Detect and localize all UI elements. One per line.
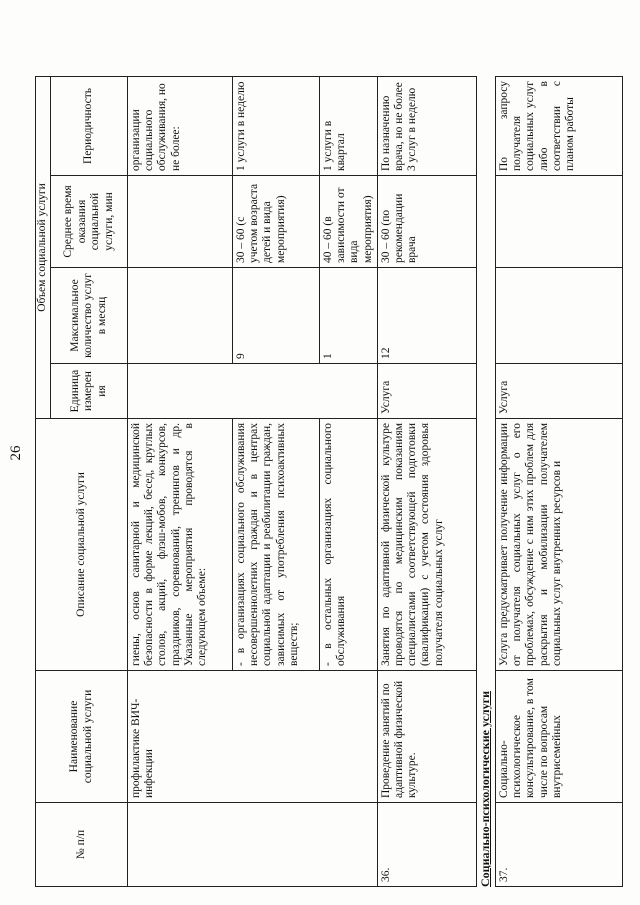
cell-desc-37: Услуга предусматривает получение информации от получателя социальных услуг о его проблемах, обсуждение с ним этих проблем для раскрытия и мобилизации получателем социальных услуг внутренних ресурсов и	[496, 419, 623, 671]
header-max: Максимальное количество услуг в месяц	[51, 268, 128, 364]
header-unit: Единица измерения	[51, 364, 128, 419]
cell-num-cont	[128, 803, 378, 887]
cell-num-37: 37.	[496, 803, 623, 887]
cell-max-cont-c: 1	[320, 268, 378, 364]
cell-period-cont-b: 1 услуги в неделю	[233, 76, 320, 175]
cell-desc-cont-a: гиены, основ санитарной и медицинской безопасности в форме лекций, бесед, круглых столов, акций, флэш-мобов, конкурсов, праздников, соревнований, тренингов и др. Указанные мероприятия проводятся в следующем объеме:	[128, 419, 233, 671]
header-volume-group: Объем социальной услуги	[36, 76, 51, 418]
cell-max-36: 12	[377, 268, 476, 364]
cell-name-cont: профилактике ВИЧ-инфекции	[128, 671, 378, 803]
cell-period-cont-a: организации социального обслуживания, но не более:	[128, 76, 233, 175]
cell-period-36: По назначению врача, но не более 3 услуг в неделю	[377, 76, 476, 175]
header-time: Среднее время оказания социальной услуги, мин	[51, 176, 128, 268]
cell-time-37	[496, 176, 623, 268]
cell-unit-36: Услуга	[377, 364, 476, 419]
cell-period-37: По запросу получателя социальных услуг либо в соответствии с планом работы	[496, 77, 623, 176]
header-name: Наименование социальной услуги	[36, 671, 128, 803]
table-row-continued-a	[128, 76, 233, 886]
cell-time-cont-c: 40 – 60 (в зависимости от вида мероприятия)	[320, 176, 378, 268]
cell-max-cont-a	[128, 268, 233, 364]
cell-time-cont-a	[128, 176, 233, 268]
cell-unit-37: Услуга	[496, 364, 623, 419]
cell-max-37	[496, 268, 623, 364]
cell-name-36: Проведение занятий по адаптивной физической культуре.	[377, 671, 476, 803]
cell-desc-36: Занятия по адаптивной физической культуре проводятся по медицинским показаниям специалистами соответствующей подготовки (квалификации) с учетом состояния здоровья получателя социальных услуг	[377, 419, 476, 671]
cell-desc-cont-c: - в остальных организациях социального обслуживания	[320, 419, 378, 671]
cell-unit-cont	[128, 364, 378, 419]
cell-max-cont-b: 9	[233, 268, 320, 364]
services-table	[35, 76, 477, 887]
cell-name-37: Социально-психологическое консультирование, в том числе по вопросам внутрисемейных	[496, 671, 623, 803]
header-period: Периодичность	[51, 76, 128, 175]
cell-num-36: 36.	[377, 803, 476, 887]
cell-period-cont-c: 1 услуги в квартал	[320, 76, 378, 175]
page-number: 26	[8, 445, 24, 461]
header-num: № п/п	[36, 803, 128, 887]
cell-time-cont-b: 30 – 60 (с учетом возраста детей и вида мероприятия)	[233, 176, 320, 268]
header-desc: Описание социальной услуги	[36, 419, 128, 671]
services-table-continued	[495, 76, 623, 887]
cell-desc-cont-b: - в организациях социального обслуживания несовершеннолетних граждан и в центрах социальной адаптации и реабилитации граждан, зависимых от употребления психоактивных веществ;	[233, 419, 320, 671]
header-row-1	[36, 76, 51, 886]
table-row-37	[496, 77, 623, 887]
table-row-36	[377, 76, 476, 886]
cell-time-36: 30 – 60 (по рекомендации врача	[377, 176, 476, 268]
section-title: Социально-психологические услуги	[478, 691, 492, 887]
